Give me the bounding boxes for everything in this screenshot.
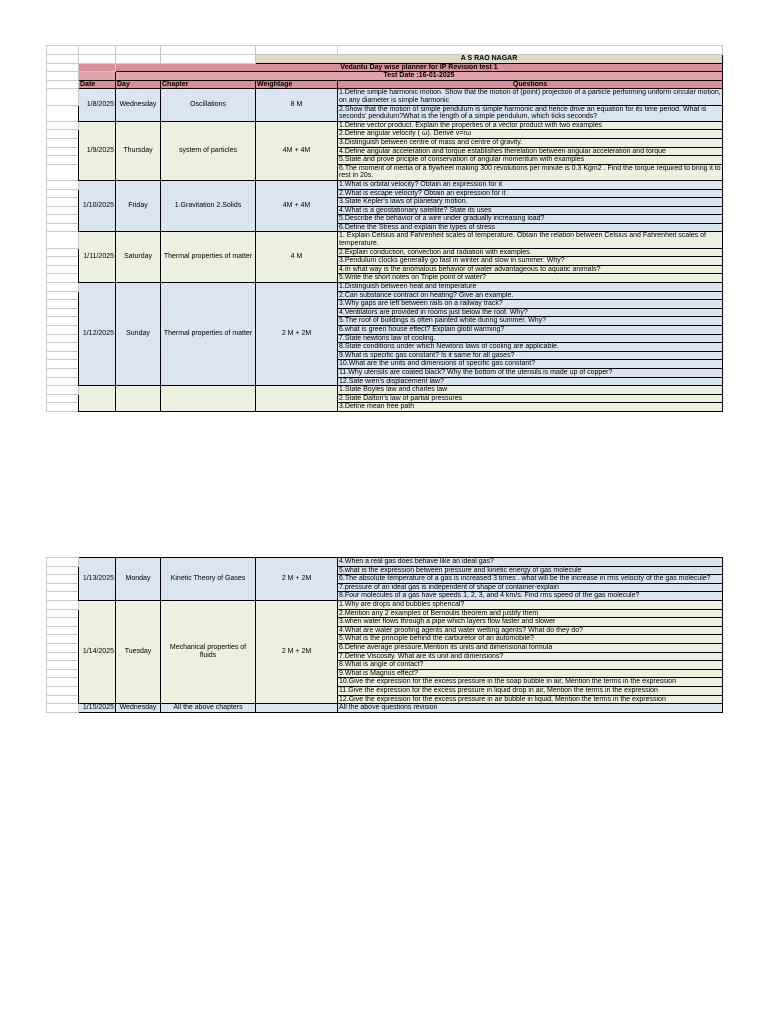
row-gutter — [47, 661, 79, 670]
question-cell: 8.Four molecules of a gas have speeds 1, 2, 3, and 4 km/s. Find rms speed of the gas molecule? — [338, 592, 723, 601]
row-gutter — [47, 652, 79, 661]
question-cell: 2.What is escape velocity? Obtain an expression for it — [338, 189, 723, 198]
title-row — [47, 63, 723, 72]
question-row — [47, 180, 723, 189]
chapter-cell: Kinetic Theory of Gases — [161, 558, 256, 601]
row-gutter — [47, 164, 79, 180]
question-cell: 4.Ventilators are provided in rooms just below the roof. Why? — [338, 308, 723, 317]
question-cell: 1.What is orbital velocity? Obtain an expression for it — [338, 180, 723, 189]
question-cell: 7.State newtons law of cooling. — [338, 334, 723, 343]
question-cell: 5.Describe the behavior of a wire under gradually increasing load? — [338, 215, 723, 224]
question-cell: 7.Define Viscosity. What are its unit and dimensions? — [338, 652, 723, 661]
question-row — [47, 600, 723, 609]
row-gutter — [47, 609, 79, 618]
question-cell: 1.Why are drops and bubbles spherical? — [338, 600, 723, 609]
day-cell: Monday — [116, 558, 161, 601]
row-gutter — [47, 386, 79, 395]
row-gutter — [47, 583, 79, 592]
question-cell: 2.Define angular velocity ( ω). Derive v=rω — [338, 130, 723, 139]
question-cell: 3.when water flows through a pipe which layers flow faster and slower — [338, 618, 723, 627]
row-gutter — [47, 300, 79, 309]
question-row — [47, 386, 723, 395]
question-cell: 4.When a real gas does behave like an ideal gas? — [338, 558, 723, 567]
day-cell: Wednesday — [116, 704, 161, 713]
row-gutter — [47, 138, 79, 147]
date-cell: 1/14/2025 — [79, 600, 116, 703]
blank-grid-row — [47, 46, 723, 55]
row-gutter — [47, 635, 79, 644]
location-title: A S RAO NAGAR — [256, 55, 723, 64]
date-cell — [79, 386, 116, 412]
row-gutter — [47, 223, 79, 232]
row-gutter — [47, 600, 79, 609]
row-gutter — [47, 147, 79, 156]
weightage-cell: 4 M — [256, 232, 338, 283]
chapter-cell: Mechanical properties of fluids — [161, 600, 256, 703]
question-cell: 2.State Dalton's law of partial pressures — [338, 394, 723, 403]
row-gutter — [47, 283, 79, 292]
row-gutter — [47, 89, 79, 105]
row-gutter — [47, 592, 79, 601]
question-row — [47, 121, 723, 130]
question-cell: 7.pressure of an ideal gas is independent of shape of container-explain — [338, 583, 723, 592]
question-cell: 8.State conditions under which Newtons laws of cooling are applicable. — [338, 343, 723, 352]
day-cell: Saturday — [116, 232, 161, 283]
col-chapter: Chapter — [161, 80, 256, 89]
day-cell: Tuesday — [116, 600, 161, 703]
day-cell: Friday — [116, 180, 161, 232]
col-date: Date — [79, 80, 116, 89]
day-cell: Wednesday — [116, 89, 161, 121]
col-questions: Questions — [338, 80, 723, 89]
weightage-cell: 4M + 4M — [256, 180, 338, 232]
weightage-cell: 2 M + 2M — [256, 283, 338, 386]
question-cell: 5.What is the principle behind the carburetor of an automobile? — [338, 635, 723, 644]
question-row — [47, 704, 723, 713]
question-cell: 8.What is angle of contact? — [338, 661, 723, 670]
question-cell: 5.The roof of buildings is often painted white during summer. Why? — [338, 317, 723, 326]
question-cell: 1. Explain Celsius and Fahrenheit scales of temperature. Obtain the relation between Celsius and Fahrenheit scales of temperature. — [338, 232, 723, 248]
row-gutter — [47, 326, 79, 335]
question-cell: 12.Sate wien's displacement law? — [338, 377, 723, 386]
question-row — [47, 89, 723, 105]
test-date-row — [47, 72, 723, 81]
row-gutter — [47, 403, 79, 412]
row-gutter — [47, 317, 79, 326]
weightage-cell: 8 M — [256, 89, 338, 121]
question-cell: 3.Distinguish between centre of mass and centre of gravity. — [338, 138, 723, 147]
row-gutter — [47, 232, 79, 248]
question-cell: 6.The moment of inertia of a flywheel making 300 revolutions per minute is 0.3 Kgm2 . Find the torque required to bring it to rest in 20s. — [339, 164, 721, 180]
question-cell: 2.Explain conduction, convection and radiation with examples. — [338, 248, 723, 257]
row-gutter — [47, 265, 79, 274]
chapter-cell — [161, 386, 256, 412]
question-cell: 9.What is specific gas constant? Is it same for all gases? — [338, 351, 723, 360]
weightage-cell — [256, 704, 338, 713]
row-gutter — [47, 180, 79, 189]
chapter-cell: Thermal properties of matter — [161, 283, 256, 386]
question-cell: 6.what is green house effect? Explain globl warming? — [338, 326, 723, 335]
question-cell: 3.State Kepler's laws of planetary motion. — [338, 198, 723, 207]
date-cell: 1/11/2025 — [79, 232, 116, 283]
row-gutter — [47, 575, 79, 584]
question-cell: 4.In what way is the anomalous behavior of water advantageous to aquatic animals? — [338, 265, 723, 274]
date-cell: 1/8/2025 — [79, 89, 116, 121]
planner-table-page-1 — [46, 45, 723, 412]
day-cell: Sunday — [116, 283, 161, 386]
row-gutter — [47, 206, 79, 215]
row-gutter — [47, 121, 79, 130]
question-cell: All the above questions revision — [338, 704, 723, 713]
row-gutter — [47, 257, 79, 266]
question-cell: 12.Give the expression for the excess pressure in air bubble in liquid, Mention the terms in the expression — [338, 695, 723, 704]
row-gutter — [47, 274, 79, 283]
test-date: Test Date :16-01-2025 — [116, 72, 723, 81]
row-gutter — [47, 626, 79, 635]
chapter-cell: Thermal properties of matter — [161, 232, 256, 283]
col-day: Day — [116, 80, 161, 89]
row-gutter — [47, 351, 79, 360]
col-weightage: Weightage — [256, 80, 338, 89]
row-gutter — [47, 248, 79, 257]
day-cell: Thursday — [116, 121, 161, 180]
question-cell: 10.What are the units and dimensions of specific gas constant? — [338, 360, 723, 369]
question-cell: 3.Pendulum clocks generally go fast in winter and slow in summer. Why? — [338, 257, 723, 266]
question-cell: 2.Show that the motion of simple pendulum is simple harmonic and hence drive an equation for its time period. What is seconds' pendulum?What is the length of a simple pendulum, which ticks seconds? — [338, 105, 723, 121]
question-cell: 6.Define the Stress and explain the types of stress — [338, 223, 723, 232]
column-header-row — [47, 80, 723, 89]
question-cell: 11.Give the expression for the excess pressure in liquid drop in air, Mention the terms in the expression — [338, 686, 723, 695]
question-cell: 1.Define vector product. Explain the properties of a vector product with two examples — [338, 121, 723, 130]
weightage-cell: 4M + 4M — [256, 121, 338, 180]
date-cell: 1/10/2025 — [79, 180, 116, 232]
row-gutter — [47, 704, 79, 713]
row-gutter — [47, 368, 79, 377]
question-cell: 2.Mention any 2 examples of Bernoulis theorem and justify them — [338, 609, 723, 618]
date-cell: 1/15/2025 — [79, 704, 116, 713]
question-cell: 1.Distinguish between heat and temperature — [338, 283, 723, 292]
row-gutter — [47, 566, 79, 575]
question-row — [47, 232, 723, 248]
date-cell: 1/13/2025 — [79, 558, 116, 601]
question-cell: 6.Define average pressure.Mention its units and dimensional formula — [338, 643, 723, 652]
question-cell: 5.Write the short notes on Triple point of water? — [338, 274, 723, 283]
planner-table-page-2 — [46, 557, 723, 713]
question-cell: 3.Define mean free path — [338, 403, 723, 412]
row-gutter — [47, 394, 79, 403]
question-cell: 4.What are water proofing agents and water wetting agents? What do they do? — [338, 626, 723, 635]
row-gutter — [47, 678, 79, 687]
row-gutter — [47, 156, 79, 165]
question-cell: 1.Define simple harmonic motion. Show that the motion of (point) projection of a particle performing uniform circular motion, on any diameter is simple harmonic — [339, 89, 721, 104]
row-gutter — [47, 334, 79, 343]
row-gutter — [47, 308, 79, 317]
question-cell: 1.State Boyles law and charles law — [338, 386, 723, 395]
question-cell: 4.Define angular acceleration and torque establishes therelation between angular acceleration and torque — [338, 147, 723, 156]
weightage-cell: 2 M + 2M — [256, 558, 338, 601]
question-cell: 9.What is Magnus effect? — [338, 669, 723, 678]
row-gutter — [47, 669, 79, 678]
weightage-cell — [256, 386, 338, 412]
question-cell: 10.Give the expression for the excess pressure in the soap bubble in air, Mention the terms in the expression — [338, 678, 723, 687]
row-gutter — [47, 215, 79, 224]
chapter-cell: 1.Gravitation 2.Solids — [161, 180, 256, 232]
row-gutter — [47, 643, 79, 652]
row-gutter — [47, 695, 79, 704]
question-cell: 5.State and prove priciple of conservation of angular momentum with examples — [338, 156, 723, 165]
location-row — [47, 55, 723, 64]
question-row — [47, 283, 723, 292]
row-gutter — [47, 189, 79, 198]
row-gutter — [47, 360, 79, 369]
date-cell: 1/9/2025 — [79, 121, 116, 180]
row-gutter — [47, 377, 79, 386]
chapter-cell: system of particles — [161, 121, 256, 180]
day-cell — [116, 386, 161, 412]
planner-title: Vedantu Day wise planner for IP Revision test 1 — [116, 63, 723, 72]
row-gutter — [47, 198, 79, 207]
question-cell: 5.what is the expression between pressure and kinetic energy of gas molecule — [338, 566, 723, 575]
row-gutter — [47, 343, 79, 352]
question-row — [47, 558, 723, 567]
question-cell: 11.Why utensils are coated black? Why the bottom of the utensils is made up of copper? — [338, 368, 723, 377]
weightage-cell: 2 M + 2M — [256, 600, 338, 703]
question-cell: 3.Why gaps are left between rails on a railway track? — [338, 300, 723, 309]
chapter-cell: All the above chapters — [161, 704, 256, 713]
question-cell: 6.The absolute temperature of a gas is increased 3 times . what will be the increase in rms velocity of the gas molecule? — [338, 575, 723, 584]
row-gutter — [47, 686, 79, 695]
row-gutter — [47, 291, 79, 300]
row-gutter — [47, 558, 79, 567]
date-cell: 1/12/2025 — [79, 283, 116, 386]
row-gutter — [47, 105, 79, 121]
question-cell: 2.Can substance contract on heating? Give an example. — [338, 291, 723, 300]
row-gutter — [47, 618, 79, 627]
question-cell: 4.What is a geostationary satellite? State its uses — [338, 206, 723, 215]
chapter-cell: Oscillations — [161, 89, 256, 121]
row-gutter — [47, 130, 79, 139]
